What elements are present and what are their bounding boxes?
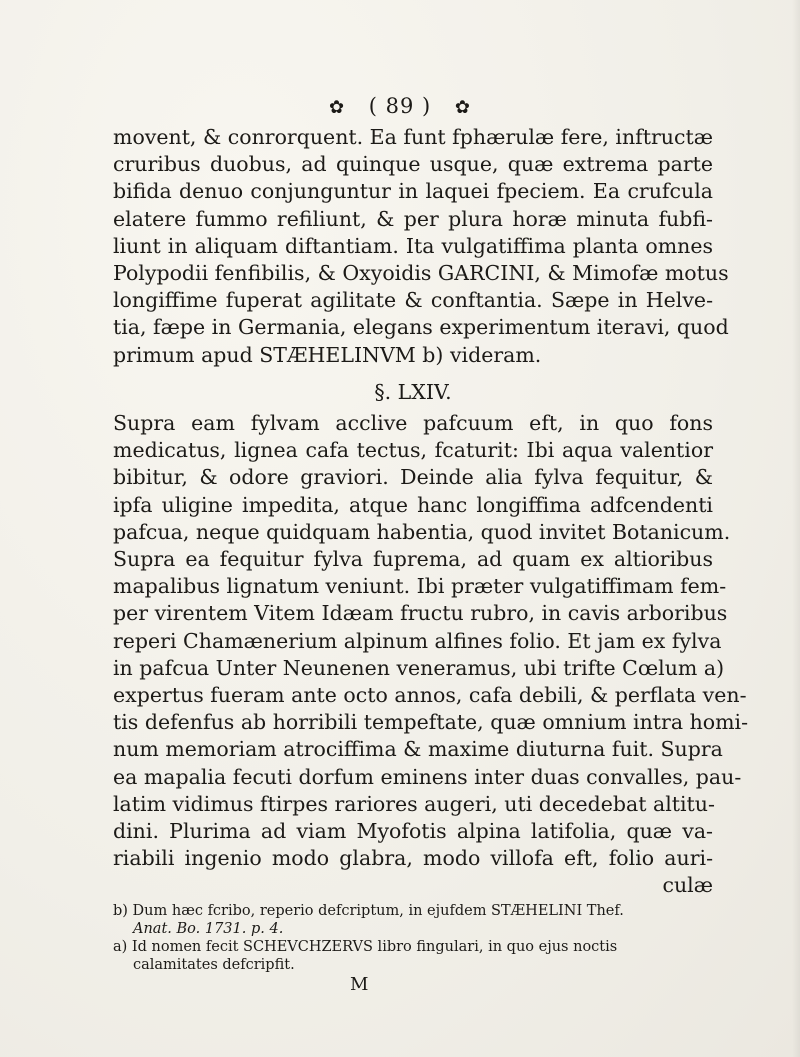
page-header (0, 94, 800, 118)
text-line: primum apud STÆHELINVM b) videram. (113, 342, 542, 367)
text-line: tis defenfus ab horribili tempeftate, quæ omnium intra homi- (113, 710, 749, 735)
text-line: expertus fueram ante octo annos, cafa debili, & perflata ven- (113, 683, 747, 708)
text-line: per virentem Vitem Idæam fructu rubro, in cavis arboribus (113, 601, 728, 626)
text-line: elatere fummo refiliunt, & per plura horæ minuta fubfi- (113, 206, 713, 231)
signature-mark: M (350, 974, 369, 995)
text-line: ipfa uligine impedita, atque hanc longiffima adfcendenti (113, 492, 713, 517)
flower-ornament-right-icon: ✿ (454, 97, 472, 118)
text-line: latim vidimus ftirpes rariores augeri, uti decedebat altitu- (113, 791, 715, 816)
text-line: in pafcua Unter Neunenen veneramus, ubi trifte Cœlum a) (113, 655, 725, 680)
text-line: num memoriam atrociffima & maxime diuturna fuit. Supra (113, 737, 723, 762)
text-line: ea mapalia fecuti dorfum eminens inter duas convalles, pau- (113, 764, 742, 789)
text-line: riabili ingenio modo glabra, modo villofa eft, folio auri- (113, 846, 713, 871)
footnote-a: a) Id nomen fecit SCHEVCHZERVS libro fingulari, in quo ejus noctis (113, 939, 618, 955)
body-text (113, 124, 749, 900)
text-line: movent, & conrorquent. Ea funt fphærulæ fere, inftructæ (113, 125, 713, 149)
text-line: Polypodii fenfibilis, & Oxyoidis GARCINI, & Mimofæ motus (113, 261, 729, 286)
footnote-a-continued: calamitates defcripfit. (133, 957, 295, 973)
text-line: Supra ea fequitur fylva fuprema, ad quam ex altioribus (113, 547, 713, 572)
catchword: culæ (662, 873, 713, 898)
text-line: Supra eam fylvam acclive pafcuum eft, in quo fons (113, 411, 713, 436)
text-line: dini. Plurima ad viam Myofotis alpina latifolia, quæ va- (113, 819, 713, 844)
flower-ornament-left-icon: ✿ (328, 97, 346, 118)
text-line: medicatus, lignea cafa tectus, fcaturit: Ibi aqua valentior (113, 438, 713, 463)
text-line: pafcua, neque quidquam habentia, quod invitet Botanicum. (113, 519, 731, 544)
section-heading: §. LXIV. (374, 379, 452, 404)
text-line: longiffime fuperat agilitate & conftantia. Sæpe in Helve- (113, 288, 713, 313)
footnotes (113, 902, 713, 974)
text-line: mapalibus lignatum veniunt. Ibi præter vulgatiffimam fem- (113, 574, 727, 599)
text-line: reperi Chamænerium alpinum alfines folio. Et jam ex fylva (113, 628, 722, 653)
text-line: liunt in aliquam diftantiam. Ita vulgatiffima planta omnes (113, 233, 713, 258)
page-number: ( 89 ) (368, 94, 432, 118)
text-line: bifida denuo conjunguntur in laquei fpeciem. Ea crufcula (113, 179, 713, 204)
footnote-b-continued: Anat. Bo. 1731. p. 4. (133, 921, 284, 937)
page-edge-shadow (792, 0, 800, 1057)
text-line: tia, fæpe in Germania, elegans experimentum iteravi, quod (113, 315, 729, 340)
text-line: bibitur, & odore graviori. Deinde alia fylva fequitur, & (113, 465, 713, 490)
text-line: cruribus duobus, ad quinque usque, quæ extrema parte (113, 152, 713, 177)
footnote-b: b) Dum hæc fcribo, reperio defcriptum, in ejufdem STÆHELINI Thef. (113, 903, 624, 919)
